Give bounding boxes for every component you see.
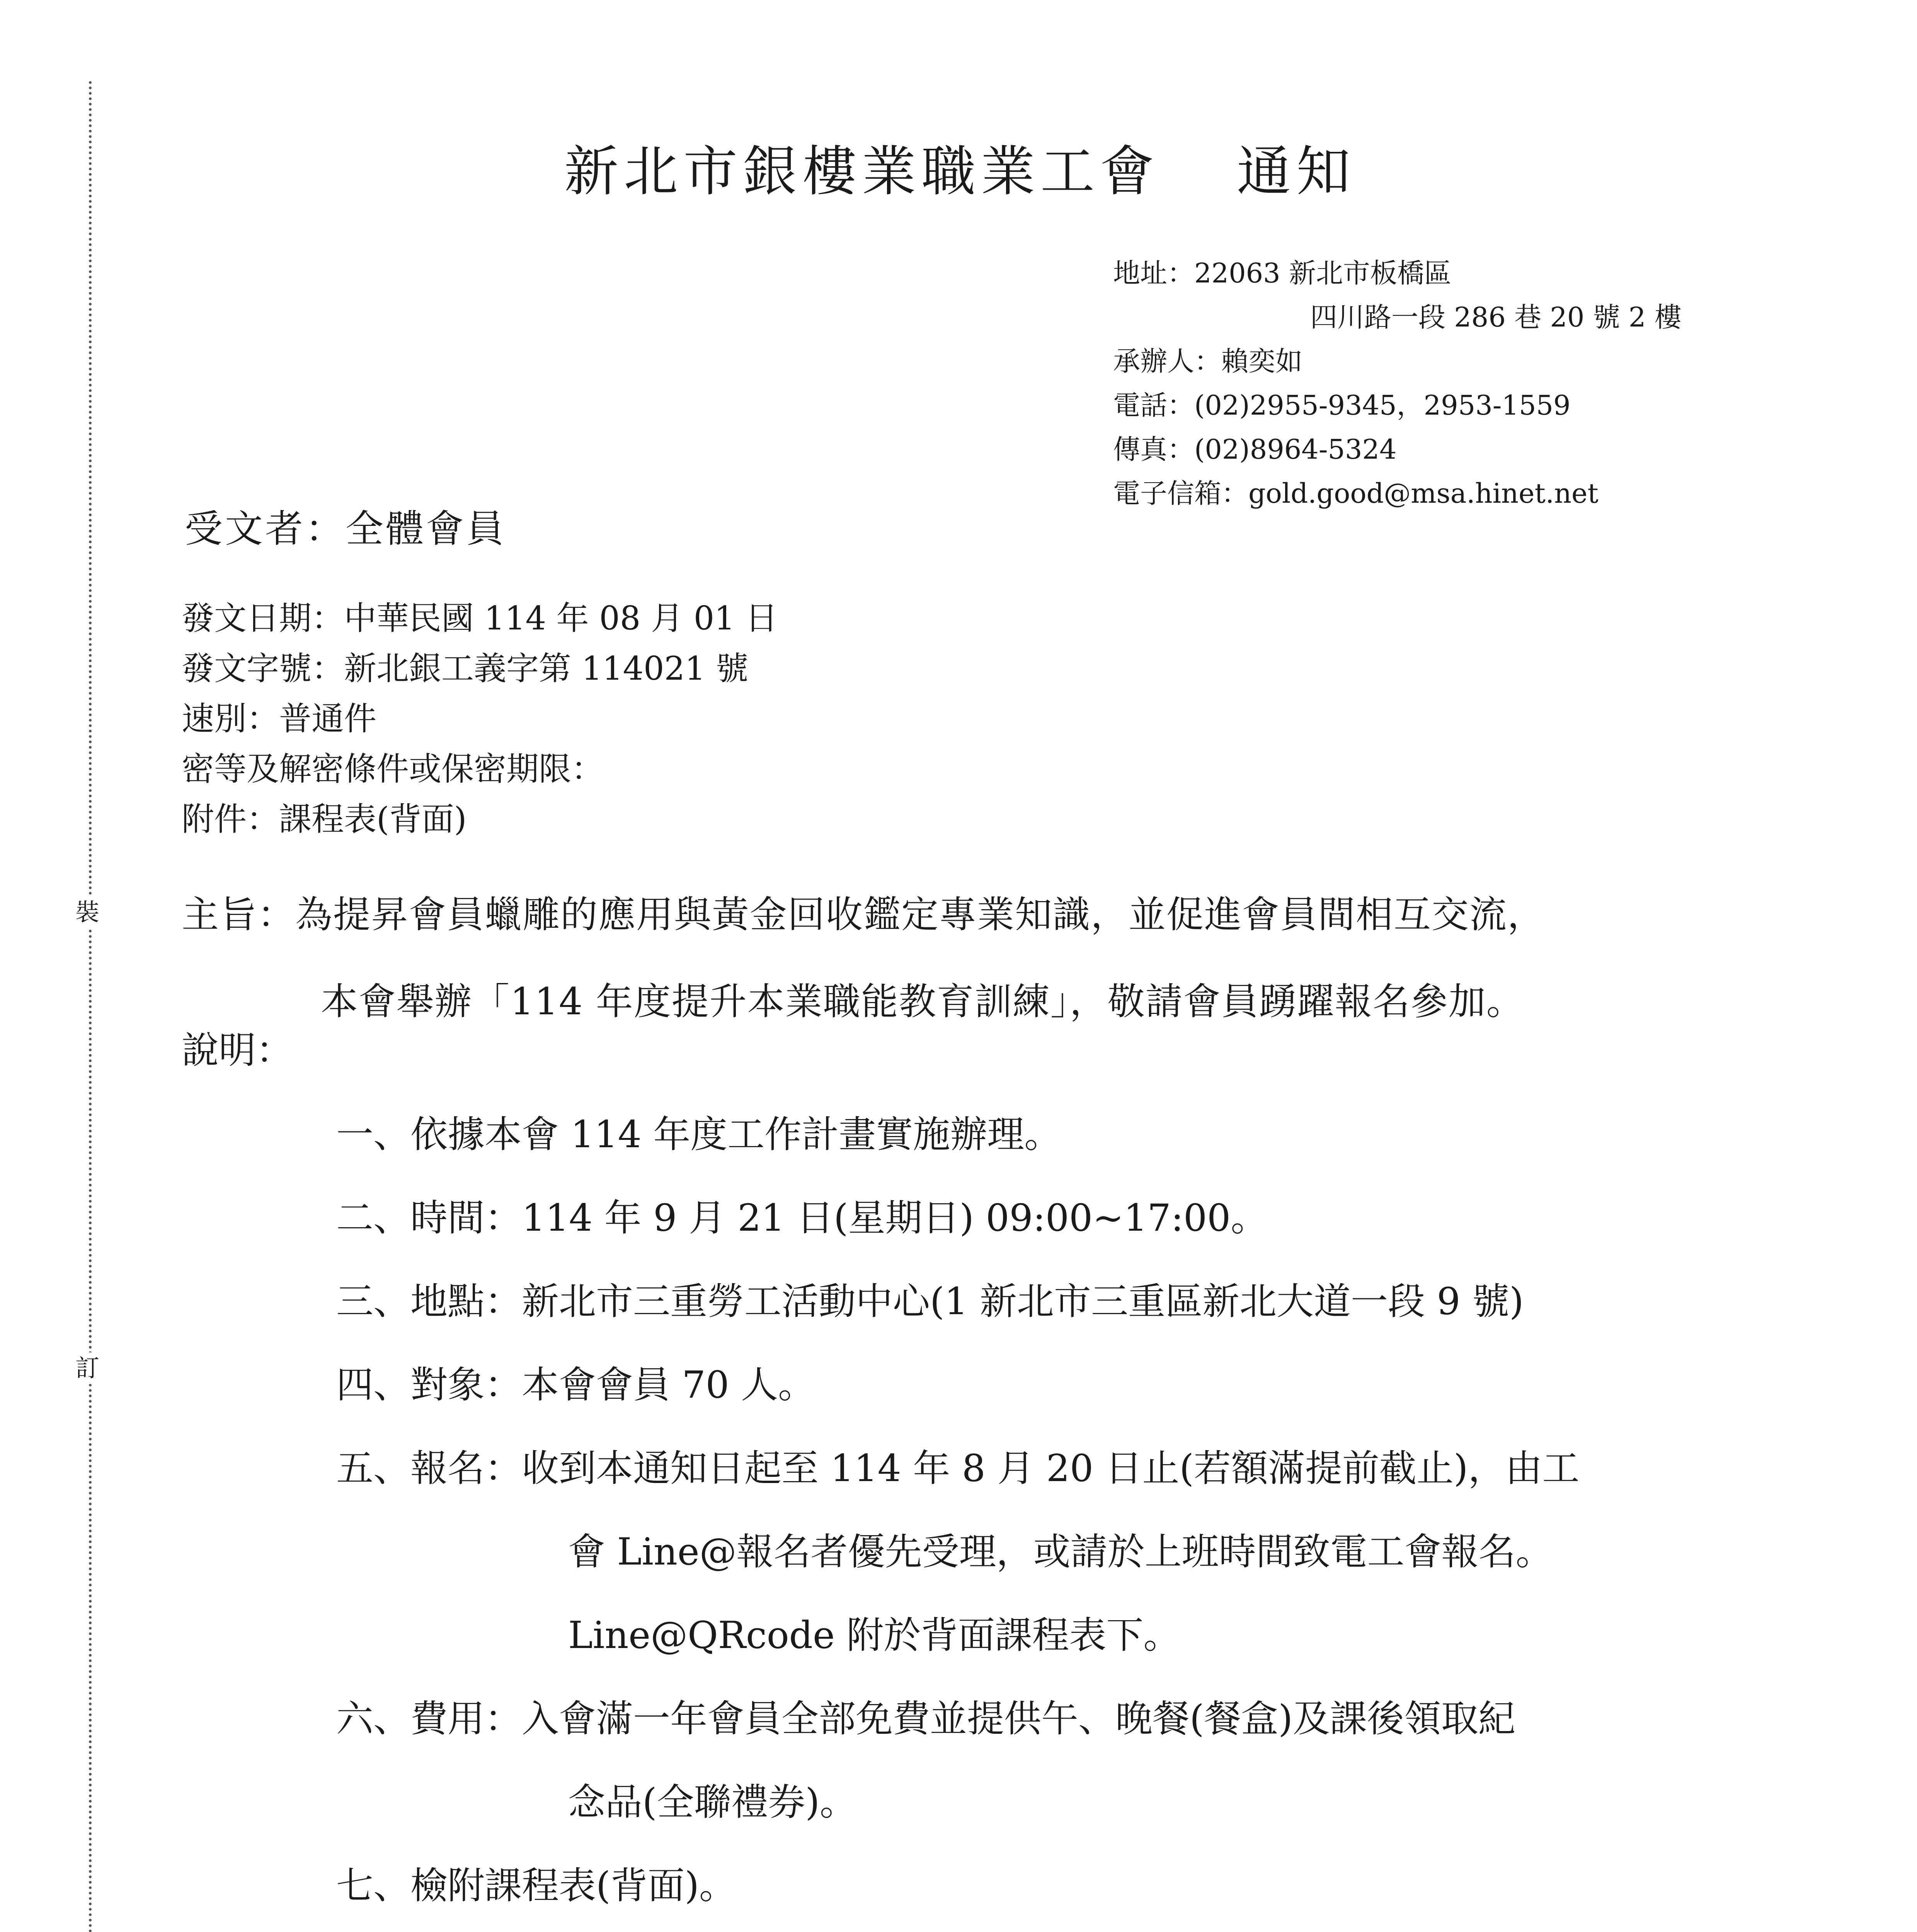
description-label: 說明： — [182, 1029, 293, 1072]
contact-block — [1113, 251, 1682, 515]
contact-address-line1: 地址：22063 新北市板橋區 — [1113, 257, 1451, 289]
recipient: 受文者：全體會員 — [185, 507, 507, 551]
binding-mark-bottom: 訂 — [75, 1352, 99, 1384]
meta-date: 發文日期：中華民國 114 年 08 月 01 日 — [182, 599, 778, 637]
subject — [182, 871, 1545, 1045]
list-item — [336, 1864, 1579, 1907]
item-text: 三、地點：新北市三重勞工活動中心(1 新北市三重區新北大道一段 9 號) — [336, 1280, 1524, 1323]
list-item — [336, 1697, 1579, 1824]
subject-line1: 主旨：為提昇會員蠟雕的應用與黃金回收鑑定專業知識，並促進會員間相互交流， — [182, 893, 1545, 936]
binding-mark-top: 裝 — [75, 896, 99, 928]
meta-attachment: 附件：課程表(背面) — [182, 800, 467, 838]
contact-handler: 承辦人：賴奕如 — [1113, 345, 1302, 377]
contact-fax: 傳真：(02)8964-5324 — [1113, 434, 1397, 465]
item-text: 四、對象：本會會員 70 人。 — [336, 1363, 815, 1406]
item-text: 一、依據本會 114 年度工作計畫實施辦理。 — [336, 1113, 1062, 1156]
meta-secrecy: 密等及解密條件或保密期限： — [182, 750, 604, 788]
description-list — [336, 1113, 1579, 1932]
item-continuation: 會 Line@報名者優先受理，或請於上班時間致電工會報名。 — [568, 1530, 1553, 1573]
item-continuation: 念品(全聯禮券)。 — [568, 1781, 857, 1824]
contact-email: 電子信箱：gold.good@msa.hinet.net — [1113, 478, 1599, 509]
item-text: 二、時間：114 年 9 月 21 日(星期日) 09:00~17:00。 — [336, 1196, 1268, 1240]
list-item — [336, 1447, 1579, 1657]
item-text: 六、費用：入會滿一年會員全部免費並提供午、晚餐(餐盒)及課後領取紀 — [336, 1697, 1515, 1740]
list-item — [336, 1196, 1579, 1240]
document-title — [564, 140, 1356, 203]
meta-speed: 速別：普通件 — [182, 700, 377, 738]
item-text: 五、報名：收到本通知日起至 114 年 8 月 20 日止(若額滿提前截止)，由工 — [336, 1447, 1580, 1490]
item-continuation: Line@QRcode 附於背面課程表下。 — [568, 1614, 1181, 1657]
list-item — [336, 1113, 1579, 1156]
contact-phone: 電話：(02)2955-9345，2953-1559 — [1113, 389, 1571, 421]
document-meta — [182, 593, 778, 844]
list-item — [336, 1363, 1579, 1406]
contact-address-line2: 四川路一段 286 巷 20 號 2 樓 — [1310, 301, 1682, 333]
title-type: 通知 — [1237, 140, 1356, 203]
list-item — [336, 1280, 1579, 1323]
title-org: 新北市銀樓業職業工會 — [564, 140, 1160, 203]
binding-dotted-line — [89, 81, 92, 1932]
subject-line2: 本會舉辦「114 年度提升本業職能教育訓練」，敬請會員踴躍報名參加。 — [321, 980, 1524, 1023]
meta-number: 發文字號：新北銀工義字第 114021 號 — [182, 650, 749, 687]
item-text: 七、檢附課程表(背面)。 — [336, 1864, 736, 1907]
